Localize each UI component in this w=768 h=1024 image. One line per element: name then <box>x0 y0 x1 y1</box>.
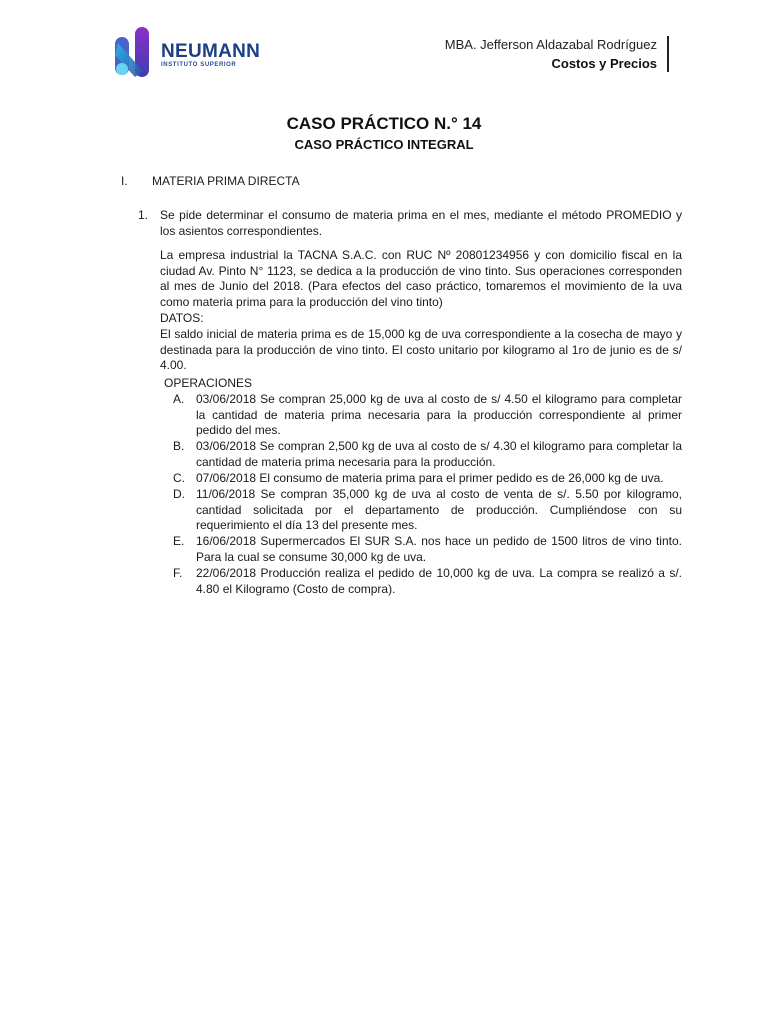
section-number: I. <box>121 174 128 188</box>
operation-letter: C. <box>173 471 185 485</box>
document-title: CASO PRÁCTICO N.° 14 <box>286 114 482 133</box>
logo-subtitle: INSTITUTO SUPERIOR <box>161 62 237 68</box>
operation-text: 03/06/2018 Se compran 25,000 kg de uva al costo de s/ 4.50 el kilogramo para completar la cantidad de materia prima necesaria para la producción correspondiente al primer pedido del mes. <box>196 392 682 437</box>
section-title: MATERIA PRIMA DIRECTA <box>152 174 300 188</box>
operation-letter: D. <box>173 487 185 501</box>
instruction-paragraph: Se pide determinar el consumo de materia prima en el mes, mediante el método PROMEDIO y los asientos correspondientes. <box>160 208 682 238</box>
operation-text: 16/06/2018 Supermercados El SUR S.A. nos hace un pedido de 1500 litros de vino tinto. Para la cual se consume 30,000 kg de uva. <box>196 534 682 564</box>
course-name: Costos y Precios <box>551 56 657 71</box>
neumann-logo <box>113 25 263 79</box>
author-name: MBA. Jefferson Aldazabal Rodríguez <box>444 37 657 52</box>
operation-letter: B. <box>173 439 185 453</box>
operation-letter: F. <box>173 566 183 580</box>
document-subtitle: CASO PRÁCTICO INTEGRAL <box>294 137 474 152</box>
operation-text: 22/06/2018 Producción realiza el pedido de 10,000 kg de uva. La compra se realizó a s/. 4.80 el Kilogramo (Costo de compra). <box>196 566 682 596</box>
operation-letter: E. <box>173 534 185 548</box>
operation-text: 03/06/2018 Se compran 2,500 kg de uva al costo de s/ 4.30 el kilogramo para completar la cantidad de materia prima necesaria para la producción. <box>196 439 682 469</box>
logo-wordmark: NEUMANN <box>161 41 261 62</box>
operation-text: 11/06/2018 Se compran 35,000 kg de uva al costo de venta de s/. 5.50 por kilogramo, cantidad solicitada por el departamento de producción. Cumpliéndose con su requerimiento el día 13 del presente mes. <box>196 487 682 532</box>
operation-text: 07/06/2018 El consumo de materia prima para el primer pedido es de 26,000 kg de uva. <box>196 471 664 485</box>
initial-balance-paragraph: El saldo inicial de materia prima es de 15,000 kg de uva correspondiente a la cosecha de mayo y destinada para la producción de vino tinto. El costo unitario por kilogramo al 1ro de junio es de s/ 4.00. <box>160 327 682 372</box>
item-number: 1. <box>138 208 149 222</box>
header-divider <box>667 36 669 72</box>
neumann-logo-icon <box>113 25 157 79</box>
page-header <box>0 0 768 100</box>
operation-letter: A. <box>173 392 185 406</box>
operations-label: OPERACIONES <box>164 376 253 390</box>
company-paragraph: La empresa industrial la TACNA S.A.C. con RUC Nº 20801234956 y con domicilio fiscal en la ciudad Av. Pinto N° 1123, se dedica a la producción de vino tinto. Sus operaciones corresponden al mes de Junio del 2018. (Para efectos del caso práctico, tomaremos el movimiento de la uva como materia prima para la producción del vino tinto) <box>160 248 682 309</box>
datos-label: DATOS: <box>160 311 204 325</box>
